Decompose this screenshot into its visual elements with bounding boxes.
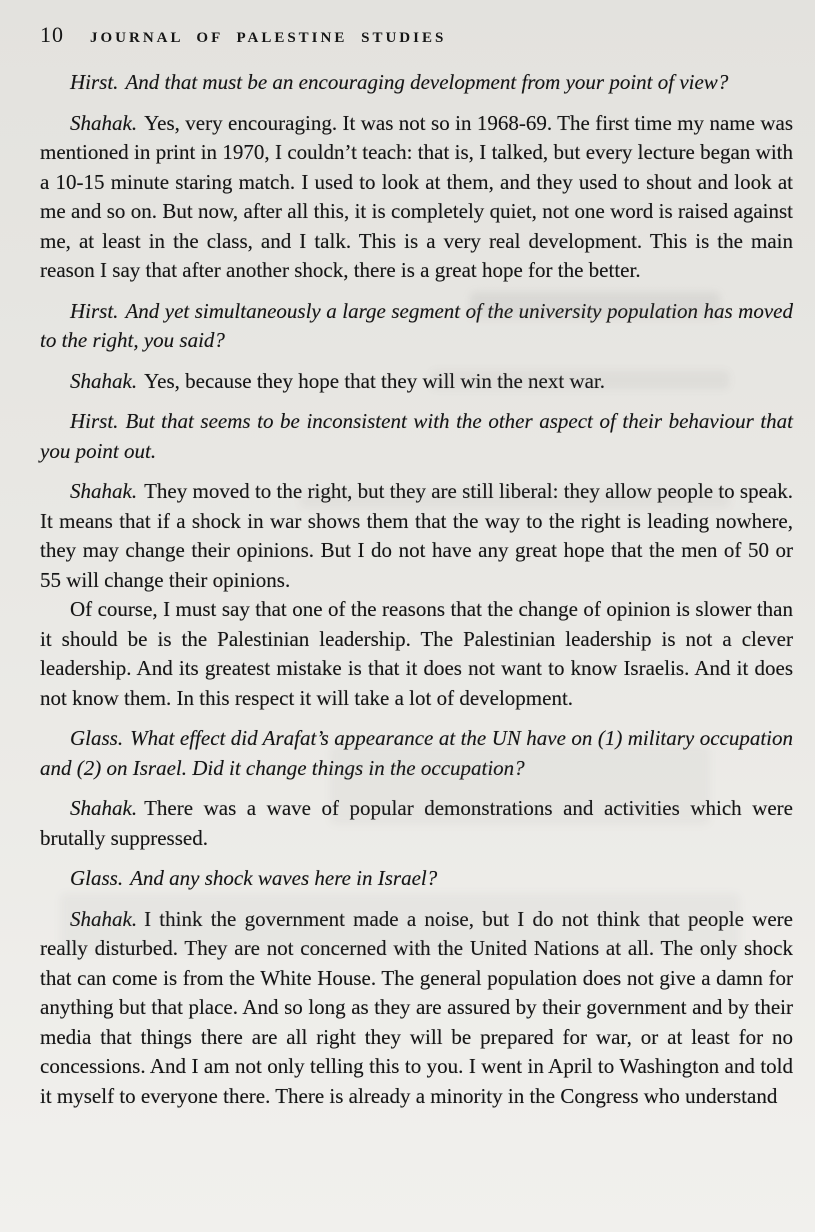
paragraph-text: Yes, very encouraging. It was not so in 1968-69. The first time my name was mentioned in print in 1970, I couldn’t teach: that is, I talked, but every lecture began with a 10-15 minute staring match. I used to look at them, and they used to shout and look at me and so on. But now, after all this, it is completely quiet, not one word is raised against me, at least in the class, and I talk. This is a very real development. This is the main reason I say that after another shock, there is a great hope for the better. bbox=[40, 110, 793, 282]
speaker-label: Shahak. bbox=[70, 796, 138, 820]
answer-paragraph bbox=[40, 109, 793, 286]
question-paragraph bbox=[40, 297, 793, 356]
paragraph-text: And any shock waves here in Israel? bbox=[130, 866, 438, 890]
question-paragraph bbox=[40, 724, 793, 783]
paragraph-text: There was a wave of popular demonstrations and activities which were brutally suppressed. bbox=[40, 796, 793, 850]
paragraph-text: But that seems to be inconsistent with the other aspect of their behaviour that you point out. bbox=[40, 409, 793, 463]
speaker-label: Hirst. bbox=[70, 70, 119, 94]
paragraph-text: They moved to the right, but they are still liberal: they allow people to speak. It means that if a shock in war shows them that the way to the right is leading nowhere, they may change their opinions. But I do not have any great hope that the men of 50 or 55 will change their opinions. bbox=[40, 479, 793, 592]
answer-paragraph bbox=[40, 367, 793, 397]
answer-paragraph bbox=[40, 477, 793, 595]
speaker-label: Hirst. bbox=[70, 409, 119, 433]
interview-body bbox=[40, 68, 793, 1111]
answer-paragraph bbox=[40, 905, 793, 1112]
speaker-label: Hirst. bbox=[70, 298, 119, 323]
paragraph-text: And that must be an encouraging development from your point of view? bbox=[125, 70, 729, 94]
journal-title: JOURNAL OF PALESTINE STUDIES bbox=[90, 30, 447, 46]
speaker-label: Glass. bbox=[70, 866, 124, 890]
page-number: 10 bbox=[40, 22, 64, 47]
speaker-label: Glass. bbox=[70, 726, 124, 750]
page-header bbox=[40, 22, 793, 48]
answer-continuation-paragraph bbox=[40, 595, 793, 713]
paragraph-text: And yet simultaneously a large segment of the university population has moved to the right, you said? bbox=[40, 298, 793, 352]
speaker-label: Shahak. bbox=[70, 479, 138, 503]
paragraph-text: Of course, I must say that one of the reasons that the change of opinion is slower than it should be is the Palestinian leadership. The Palestinian leadership is not a clever leadership. And its greatest mistake is that it does not want to know Israelis. And it does not know them. In this respect it will take a lot of development. bbox=[40, 597, 793, 710]
question-paragraph bbox=[40, 407, 793, 466]
question-paragraph bbox=[40, 68, 793, 98]
paragraph-text: Yes, because they hope that they will win the next war. bbox=[144, 368, 606, 393]
answer-paragraph bbox=[40, 794, 793, 853]
paragraph-text: What effect did Arafat’s appearance at the UN have on (1) military occupation and (2) on Israel. Did it change things in the occupation? bbox=[40, 726, 793, 780]
speaker-label: Shahak. bbox=[70, 906, 138, 931]
paragraph-text: I think the government made a noise, but I do not think that people were really disturbed. They are not concerned with the United Nations at all. The only shock that can come is from the White House. The general population does not give a damn for anything but that place. And so long as they are assured by their government and by their media that things there are all right they will be prepared for war, or at least for no concessions. And I am not only telling this to you. I went in April to Washington and told it myself to everyone there. There is already a minority in the Congress who understand bbox=[40, 906, 793, 1108]
speaker-label: Shahak. bbox=[70, 368, 138, 393]
speaker-label: Shahak. bbox=[70, 110, 138, 135]
question-paragraph bbox=[40, 864, 793, 894]
